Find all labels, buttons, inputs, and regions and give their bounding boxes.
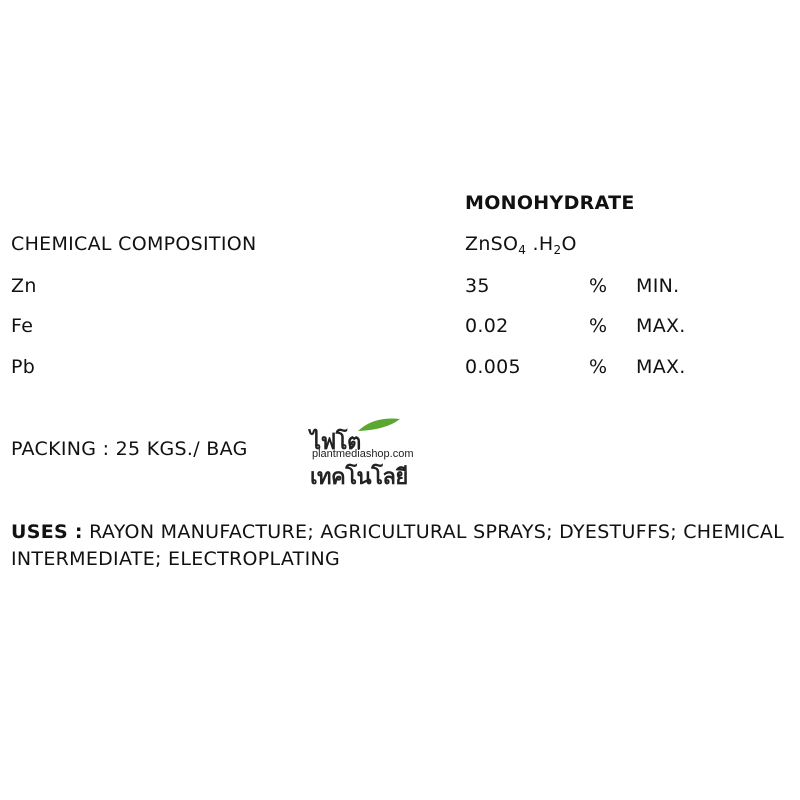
row-pb-unit: % — [589, 356, 608, 378]
packing-text: PACKING : 25 KGS./ BAG — [11, 438, 248, 460]
row-pb-limit: MAX. — [636, 356, 686, 378]
chemical-formula: ZnSO$_4$ $.H_2O$ — [465, 233, 577, 257]
row-fe-element: Fe — [11, 315, 34, 337]
row-zn-limit: MIN. — [636, 275, 680, 297]
row-zn-unit: % — [589, 275, 608, 297]
row-pb-element: Pb — [11, 356, 36, 378]
row-fe-unit: % — [589, 315, 608, 337]
row-zn-element: Zn — [11, 275, 37, 297]
row-fe-limit: MAX. — [636, 315, 686, 337]
brand-logo — [308, 418, 438, 490]
composition-label: CHEMICAL COMPOSITION — [11, 233, 257, 255]
logo-url: plantmediashop.com — [312, 448, 414, 460]
uses-line-2: INTERMEDIATE; ELECTROPLATING — [11, 548, 341, 570]
row-fe-value: 0.02 — [465, 315, 509, 337]
row-pb-value: 0.005 — [465, 356, 521, 378]
column-title: MONOHYDRATE — [465, 192, 635, 214]
logo-thai-text: ไฟโตเทคโนโลยี — [310, 430, 408, 490]
row-zn-value: 35 — [465, 275, 490, 297]
uses-line-1: USES : RAYON MANUFACTURE; AGRICULTURAL SPRAYS; DYESTUFFS; CHEMICAL — [11, 521, 785, 543]
